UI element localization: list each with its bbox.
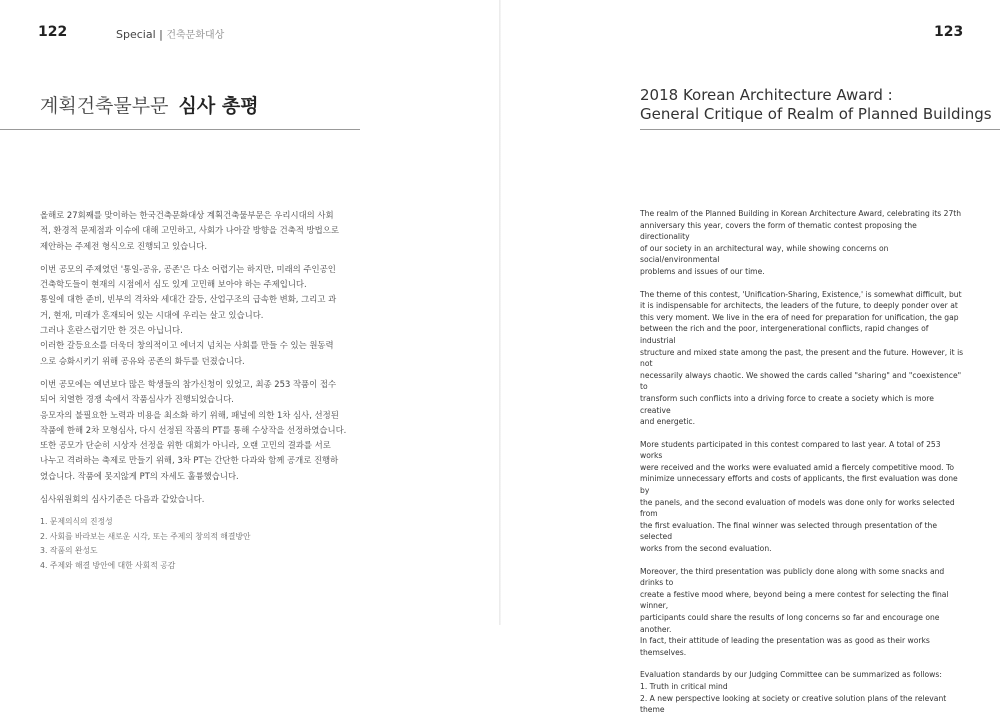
- text-line: 제안하는 주제전 형식으로 진행되고 있습니다.: [40, 240, 208, 251]
- text-line: create a festive mood where, beyond being a mere contest for selecting the final winner,: [640, 589, 949, 611]
- korean-paragraph: [40, 262, 380, 369]
- english-criteria-list: [640, 681, 965, 716]
- section-separator: |: [159, 28, 167, 41]
- text-line: participants could share the results of long concerns so far and encourage one another.: [640, 613, 940, 634]
- english-title-line: 2018 Korean Architecture Award :: [640, 86, 893, 104]
- text-line: 작품에 한해 2차 모형심사, 다시 선정된 작품의 PT를 통해 수상작을 선정하였습니다.: [40, 424, 347, 435]
- text-line: Evaluation standards by our Judging Committee can be summarized as follows:: [640, 670, 942, 680]
- text-line: between the rich and the poor, intergenerational conflicts, rapid changes of industrial: [640, 324, 929, 345]
- section-subtitle: 건축문화대상: [166, 30, 225, 41]
- text-line: it is indispensable for architects, the leaders of the future, to deeply ponder over at: [640, 301, 958, 311]
- text-line: necessarily always chaotic. We showed the cards called "sharing" and "coexistence" to: [640, 370, 962, 392]
- text-line: the first evaluation. The final winner was selected through presentation of the selected: [640, 520, 937, 542]
- text-line: and energetic.: [640, 417, 696, 427]
- text-line: problems and issues of our time.: [640, 266, 765, 276]
- korean-title-emphasis: 심사 총평: [178, 95, 259, 117]
- text-line: 되어 치열한 경쟁 속에서 작품심사가 진행되었습니다.: [40, 394, 234, 405]
- text-line: 이번 공모에는 예년보다 많은 학생들의 참가신청이 있었고, 최종 253 작품이 접수: [40, 378, 337, 389]
- text-line: of our society in an architectural way, while showing concerns on social/environmental: [640, 243, 889, 265]
- english-paragraph: [640, 208, 965, 278]
- text-line: 올해로 27회째를 맞이하는 한국건축문화대상 계획건축물부문은 우리시대의 사회: [40, 210, 334, 220]
- text-line: 나누고 격려하는 축제로 만들기 위해, 3차 PT는 간단한 다과와 함께 공개로 진행하: [40, 455, 339, 466]
- page-gutter: [499, 0, 501, 625]
- left-title-rule: [0, 129, 360, 130]
- text-line: 적, 환경적 문제점과 이슈에 대해 고민하고, 사회가 나아갈 방향을 건축적 방법으로: [40, 225, 339, 236]
- list-item: 2. A new perspective looking at society or creative solution plans of the relevant theme: [640, 693, 947, 715]
- text-line: anniversary this year, covers the form of thematic contest proposing the directionality: [640, 220, 917, 242]
- english-title: [640, 86, 992, 124]
- text-line: 응모자의 불필요한 노력과 비용을 최소화 하기 위해, 패널에 의한 1차 심사, 선정된: [40, 409, 339, 420]
- text-line: 통일에 대한 준비, 빈부의 격차와 세대간 갈등, 산업구조의 급속한 변화, 그리고 과: [40, 294, 337, 305]
- korean-title-category: 계획건축물부문: [40, 95, 169, 117]
- text-line: The realm of the Planned Building in Korean Architecture Award, celebrating its 27th: [640, 209, 962, 218]
- text-line: 또한 공모가 단순히 시상자 선정을 위한 대회가 아니라, 오랜 고민의 결과를 서로: [40, 440, 331, 451]
- text-line: 건축학도들이 현재의 시점에서 심도 있게 고민해 보아야 하는 주제입니다.: [40, 279, 307, 290]
- text-line: More students participated in this contest compared to last year. A total of 253 works: [640, 439, 941, 461]
- text-line: minimize unnecessary efforts and costs of applicants, the first evaluation was done by: [640, 474, 958, 496]
- korean-title: [40, 91, 259, 118]
- english-body: [640, 208, 965, 716]
- list-item: 4. 주제와 해결 방안에 대한 사회적 공감: [40, 560, 176, 570]
- right-title-rule: [640, 129, 1000, 130]
- korean-criteria-list: [40, 515, 380, 573]
- left-page-number: 122: [38, 24, 68, 40]
- list-item: 1. 문제의식의 진정성: [40, 517, 113, 527]
- korean-body: [40, 208, 380, 573]
- korean-paragraph: [40, 492, 380, 507]
- right-page-number: 123: [934, 24, 964, 40]
- text-line: 였습니다. 작품에 못지않게 PT의 자세도 훌륭했습니다.: [40, 470, 239, 481]
- text-line: 이번 공모의 주제였던 '통일-공유, 공존'은 다소 어렵기는 하지만, 미래의 주인공인: [40, 263, 336, 274]
- text-line: Moreover, the third presentation was publicly done along with some snacks and drinks to: [640, 566, 945, 588]
- english-paragraph: [640, 669, 965, 681]
- korean-paragraph: [40, 208, 380, 254]
- list-item: 1. Truth in critical mind: [640, 681, 728, 691]
- english-paragraph: [640, 566, 965, 659]
- text-line: were received and the works were evaluated amid a fiercely competitive mood. To: [640, 462, 954, 472]
- text-line: In fact, their attitude of leading the presentation was as good as their works themselves.: [640, 636, 930, 657]
- english-paragraph: [640, 439, 965, 555]
- text-line: works from the second evaluation.: [640, 544, 772, 554]
- section-name: Special: [116, 28, 156, 41]
- text-line: 그러나 혼란스럽기만 한 것은 아닙니다.: [40, 325, 183, 336]
- text-line: The theme of this contest, 'Unification-Sharing, Existence,' is somewhat difficult, but: [640, 289, 962, 299]
- section-label: [116, 26, 224, 41]
- korean-paragraph: [40, 377, 380, 484]
- text-line: 으로 승화시키기 위해 공유와 공존의 화두를 던졌습니다.: [40, 355, 245, 366]
- text-line: transform such conflicts into a driving force to create a society which is more creative: [640, 393, 934, 415]
- text-line: 이러한 갈등요소를 더욱더 창의적이고 에너지 넘치는 사회를 만들 수 있는 원동력: [40, 340, 334, 351]
- text-line: structure and mixed state among the past, the present and the future. However, it is not: [640, 347, 964, 369]
- text-line: this very moment. We live in the era of need for preparation for unification, the gap: [640, 312, 959, 322]
- list-item: 3. 작품의 완성도: [40, 546, 98, 556]
- english-paragraph: [640, 289, 965, 428]
- text-line: 거, 현재, 미래가 혼재되어 있는 시대에 우리는 살고 있습니다.: [40, 309, 264, 320]
- list-item: 2. 사회를 바라보는 새로운 시각, 또는 주제의 창의적 해결방안: [40, 531, 251, 541]
- text-line: 심사위원회의 심사기준은 다음과 같았습니다.: [40, 494, 205, 505]
- text-line: the panels, and the second evaluation of models was done only for works selected from: [640, 497, 955, 519]
- english-title-line: General Critique of Realm of Planned Buildings: [640, 105, 992, 123]
